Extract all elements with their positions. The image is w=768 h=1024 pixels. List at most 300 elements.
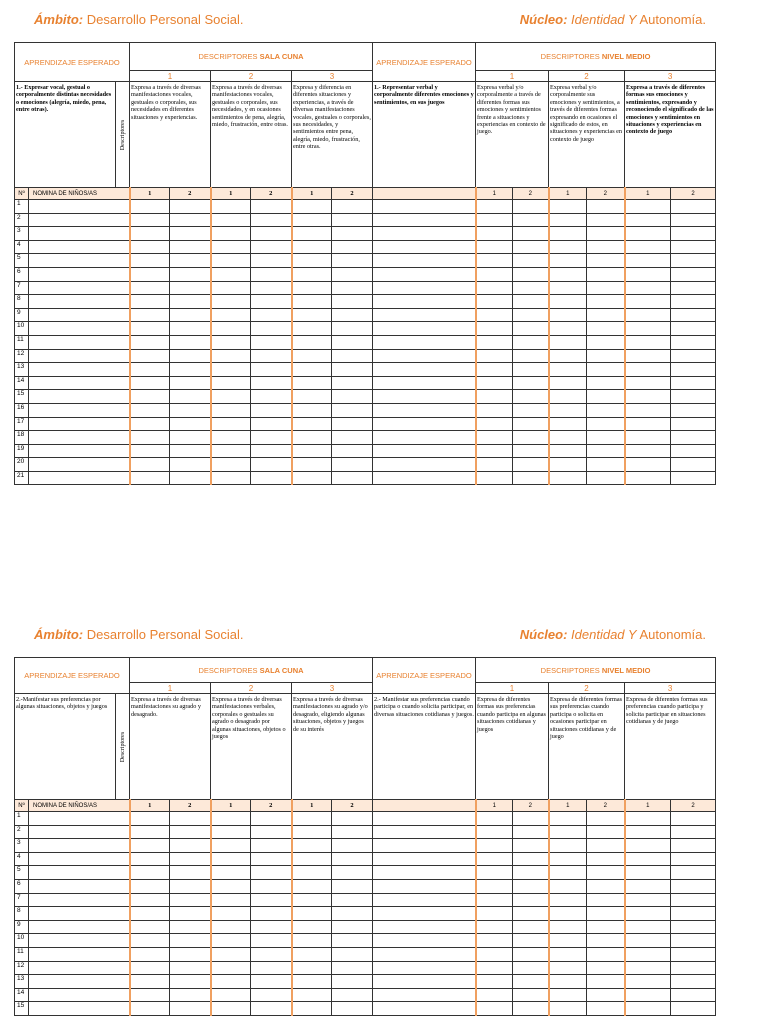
score-cell[interactable]	[476, 988, 513, 1002]
score-cell[interactable]	[549, 444, 587, 458]
score-cell[interactable]	[211, 349, 251, 363]
score-cell[interactable]	[211, 947, 251, 961]
score-cell[interactable]	[251, 376, 292, 390]
score-cell[interactable]	[211, 975, 251, 989]
score-cell[interactable]	[476, 934, 513, 948]
score-cell[interactable]	[587, 417, 625, 431]
score-cell[interactable]	[130, 947, 170, 961]
score-cell[interactable]	[332, 349, 373, 363]
score-cell[interactable]	[513, 213, 549, 227]
score-cell[interactable]	[292, 322, 332, 336]
score-cell[interactable]	[549, 267, 587, 281]
score-cell[interactable]	[130, 403, 170, 417]
score-cell[interactable]	[130, 390, 170, 404]
score-cell[interactable]	[130, 200, 170, 214]
score-cell[interactable]	[292, 281, 332, 295]
score-cell[interactable]	[251, 934, 292, 948]
student-name-cell[interactable]	[29, 947, 130, 961]
score-cell[interactable]	[130, 322, 170, 336]
score-cell[interactable]	[251, 907, 292, 921]
blank-cell[interactable]	[373, 879, 476, 893]
score-cell[interactable]	[211, 839, 251, 853]
score-cell[interactable]	[587, 227, 625, 241]
score-cell[interactable]	[211, 213, 251, 227]
student-name-cell[interactable]	[29, 200, 130, 214]
score-cell[interactable]	[625, 281, 671, 295]
score-cell[interactable]	[476, 349, 513, 363]
score-cell[interactable]	[251, 200, 292, 214]
score-cell[interactable]	[130, 335, 170, 349]
score-cell[interactable]	[671, 281, 716, 295]
score-cell[interactable]	[130, 213, 170, 227]
student-name-cell[interactable]	[29, 839, 130, 853]
score-cell[interactable]	[625, 879, 671, 893]
score-cell[interactable]	[170, 920, 211, 934]
score-cell[interactable]	[549, 961, 587, 975]
score-cell[interactable]	[332, 431, 373, 445]
score-cell[interactable]	[332, 975, 373, 989]
student-name-cell[interactable]	[29, 308, 130, 322]
blank-cell[interactable]	[373, 349, 476, 363]
student-name-cell[interactable]	[29, 281, 130, 295]
score-cell[interactable]	[292, 431, 332, 445]
score-cell[interactable]	[625, 390, 671, 404]
score-cell[interactable]	[625, 403, 671, 417]
blank-cell[interactable]	[373, 988, 476, 1002]
student-name-cell[interactable]	[29, 471, 130, 485]
score-cell[interactable]	[130, 812, 170, 826]
score-cell[interactable]	[332, 866, 373, 880]
score-cell[interactable]	[170, 812, 211, 826]
score-cell[interactable]	[549, 295, 587, 309]
score-cell[interactable]	[130, 417, 170, 431]
score-cell[interactable]	[211, 335, 251, 349]
score-cell[interactable]	[476, 920, 513, 934]
score-cell[interactable]	[587, 852, 625, 866]
score-cell[interactable]	[549, 866, 587, 880]
score-cell[interactable]	[292, 920, 332, 934]
student-name-cell[interactable]	[29, 349, 130, 363]
score-cell[interactable]	[292, 363, 332, 377]
score-cell[interactable]	[130, 240, 170, 254]
score-cell[interactable]	[332, 444, 373, 458]
blank-cell[interactable]	[373, 812, 476, 826]
score-cell[interactable]	[332, 363, 373, 377]
score-cell[interactable]	[332, 812, 373, 826]
student-name-cell[interactable]	[29, 431, 130, 445]
student-name-cell[interactable]	[29, 879, 130, 893]
score-cell[interactable]	[625, 240, 671, 254]
score-cell[interactable]	[211, 907, 251, 921]
score-cell[interactable]	[513, 866, 549, 880]
score-cell[interactable]	[671, 431, 716, 445]
score-cell[interactable]	[292, 349, 332, 363]
score-cell[interactable]	[211, 308, 251, 322]
score-cell[interactable]	[671, 852, 716, 866]
score-cell[interactable]	[251, 866, 292, 880]
score-cell[interactable]	[170, 961, 211, 975]
blank-cell[interactable]	[373, 213, 476, 227]
score-cell[interactable]	[587, 458, 625, 472]
blank-cell[interactable]	[373, 295, 476, 309]
score-cell[interactable]	[130, 308, 170, 322]
score-cell[interactable]	[292, 335, 332, 349]
score-cell[interactable]	[251, 444, 292, 458]
score-cell[interactable]	[211, 403, 251, 417]
score-cell[interactable]	[251, 975, 292, 989]
score-cell[interactable]	[251, 227, 292, 241]
blank-cell[interactable]	[373, 893, 476, 907]
blank-cell[interactable]	[373, 961, 476, 975]
score-cell[interactable]	[587, 444, 625, 458]
score-cell[interactable]	[332, 295, 373, 309]
score-cell[interactable]	[476, 907, 513, 921]
score-cell[interactable]	[332, 879, 373, 893]
score-cell[interactable]	[587, 893, 625, 907]
score-cell[interactable]	[476, 281, 513, 295]
score-cell[interactable]	[332, 267, 373, 281]
score-cell[interactable]	[292, 907, 332, 921]
score-cell[interactable]	[587, 349, 625, 363]
score-cell[interactable]	[130, 825, 170, 839]
score-cell[interactable]	[625, 812, 671, 826]
score-cell[interactable]	[476, 335, 513, 349]
score-cell[interactable]	[332, 907, 373, 921]
score-cell[interactable]	[476, 240, 513, 254]
blank-cell[interactable]	[373, 934, 476, 948]
score-cell[interactable]	[671, 213, 716, 227]
score-cell[interactable]	[292, 893, 332, 907]
score-cell[interactable]	[671, 390, 716, 404]
score-cell[interactable]	[549, 975, 587, 989]
blank-cell[interactable]	[373, 335, 476, 349]
score-cell[interactable]	[549, 907, 587, 921]
score-cell[interactable]	[170, 200, 211, 214]
score-cell[interactable]	[587, 376, 625, 390]
score-cell[interactable]	[587, 947, 625, 961]
score-cell[interactable]	[587, 471, 625, 485]
score-cell[interactable]	[513, 947, 549, 961]
score-cell[interactable]	[170, 988, 211, 1002]
score-cell[interactable]	[513, 349, 549, 363]
score-cell[interactable]	[549, 308, 587, 322]
score-cell[interactable]	[251, 852, 292, 866]
score-cell[interactable]	[130, 349, 170, 363]
score-cell[interactable]	[292, 267, 332, 281]
score-cell[interactable]	[130, 961, 170, 975]
student-name-cell[interactable]	[29, 920, 130, 934]
score-cell[interactable]	[130, 934, 170, 948]
score-cell[interactable]	[625, 335, 671, 349]
student-name-cell[interactable]	[29, 254, 130, 268]
student-name-cell[interactable]	[29, 812, 130, 826]
score-cell[interactable]	[549, 213, 587, 227]
score-cell[interactable]	[292, 444, 332, 458]
score-cell[interactable]	[130, 444, 170, 458]
score-cell[interactable]	[671, 349, 716, 363]
score-cell[interactable]	[625, 975, 671, 989]
blank-cell[interactable]	[373, 907, 476, 921]
score-cell[interactable]	[625, 825, 671, 839]
score-cell[interactable]	[292, 471, 332, 485]
score-cell[interactable]	[476, 200, 513, 214]
score-cell[interactable]	[587, 975, 625, 989]
blank-cell[interactable]	[373, 444, 476, 458]
score-cell[interactable]	[625, 444, 671, 458]
score-cell[interactable]	[211, 920, 251, 934]
student-name-cell[interactable]	[29, 444, 130, 458]
score-cell[interactable]	[170, 907, 211, 921]
score-cell[interactable]	[549, 934, 587, 948]
score-cell[interactable]	[476, 1002, 513, 1016]
score-cell[interactable]	[671, 825, 716, 839]
student-name-cell[interactable]	[29, 458, 130, 472]
score-cell[interactable]	[170, 852, 211, 866]
score-cell[interactable]	[130, 254, 170, 268]
score-cell[interactable]	[292, 376, 332, 390]
blank-cell[interactable]	[373, 376, 476, 390]
score-cell[interactable]	[549, 322, 587, 336]
score-cell[interactable]	[671, 227, 716, 241]
score-cell[interactable]	[625, 295, 671, 309]
score-cell[interactable]	[170, 308, 211, 322]
score-cell[interactable]	[513, 308, 549, 322]
blank-cell[interactable]	[373, 240, 476, 254]
score-cell[interactable]	[130, 920, 170, 934]
score-cell[interactable]	[513, 975, 549, 989]
student-name-cell[interactable]	[29, 961, 130, 975]
score-cell[interactable]	[587, 322, 625, 336]
score-cell[interactable]	[292, 825, 332, 839]
score-cell[interactable]	[513, 934, 549, 948]
score-cell[interactable]	[292, 934, 332, 948]
score-cell[interactable]	[587, 934, 625, 948]
score-cell[interactable]	[587, 825, 625, 839]
score-cell[interactable]	[625, 458, 671, 472]
score-cell[interactable]	[170, 403, 211, 417]
score-cell[interactable]	[332, 308, 373, 322]
score-cell[interactable]	[587, 839, 625, 853]
score-cell[interactable]	[332, 322, 373, 336]
student-name-cell[interactable]	[29, 213, 130, 227]
blank-cell[interactable]	[373, 471, 476, 485]
score-cell[interactable]	[211, 852, 251, 866]
score-cell[interactable]	[549, 471, 587, 485]
score-cell[interactable]	[549, 812, 587, 826]
score-cell[interactable]	[130, 431, 170, 445]
score-cell[interactable]	[671, 322, 716, 336]
score-cell[interactable]	[513, 893, 549, 907]
score-cell[interactable]	[170, 267, 211, 281]
student-name-cell[interactable]	[29, 390, 130, 404]
score-cell[interactable]	[476, 825, 513, 839]
score-cell[interactable]	[332, 254, 373, 268]
score-cell[interactable]	[332, 934, 373, 948]
score-cell[interactable]	[292, 458, 332, 472]
score-cell[interactable]	[671, 961, 716, 975]
score-cell[interactable]	[332, 458, 373, 472]
score-cell[interactable]	[513, 1002, 549, 1016]
score-cell[interactable]	[476, 961, 513, 975]
score-cell[interactable]	[292, 254, 332, 268]
score-cell[interactable]	[513, 988, 549, 1002]
score-cell[interactable]	[170, 893, 211, 907]
score-cell[interactable]	[587, 1002, 625, 1016]
blank-cell[interactable]	[373, 363, 476, 377]
score-cell[interactable]	[476, 308, 513, 322]
score-cell[interactable]	[211, 471, 251, 485]
score-cell[interactable]	[513, 267, 549, 281]
score-cell[interactable]	[332, 390, 373, 404]
student-name-cell[interactable]	[29, 363, 130, 377]
score-cell[interactable]	[170, 281, 211, 295]
score-cell[interactable]	[332, 920, 373, 934]
score-cell[interactable]	[549, 335, 587, 349]
score-cell[interactable]	[587, 961, 625, 975]
score-cell[interactable]	[513, 403, 549, 417]
blank-cell[interactable]	[373, 866, 476, 880]
score-cell[interactable]	[130, 839, 170, 853]
score-cell[interactable]	[251, 988, 292, 1002]
score-cell[interactable]	[513, 879, 549, 893]
score-cell[interactable]	[211, 267, 251, 281]
student-name-cell[interactable]	[29, 295, 130, 309]
blank-cell[interactable]	[373, 852, 476, 866]
student-name-cell[interactable]	[29, 417, 130, 431]
student-name-cell[interactable]	[29, 335, 130, 349]
score-cell[interactable]	[130, 376, 170, 390]
score-cell[interactable]	[292, 227, 332, 241]
student-name-cell[interactable]	[29, 227, 130, 241]
score-cell[interactable]	[292, 947, 332, 961]
score-cell[interactable]	[587, 335, 625, 349]
score-cell[interactable]	[587, 308, 625, 322]
score-cell[interactable]	[671, 988, 716, 1002]
score-cell[interactable]	[549, 200, 587, 214]
score-cell[interactable]	[671, 295, 716, 309]
score-cell[interactable]	[292, 812, 332, 826]
score-cell[interactable]	[513, 907, 549, 921]
score-cell[interactable]	[130, 227, 170, 241]
score-cell[interactable]	[513, 458, 549, 472]
score-cell[interactable]	[549, 240, 587, 254]
score-cell[interactable]	[671, 335, 716, 349]
score-cell[interactable]	[170, 934, 211, 948]
score-cell[interactable]	[587, 920, 625, 934]
student-name-cell[interactable]	[29, 322, 130, 336]
blank-cell[interactable]	[373, 417, 476, 431]
score-cell[interactable]	[170, 363, 211, 377]
score-cell[interactable]	[625, 267, 671, 281]
score-cell[interactable]	[251, 403, 292, 417]
score-cell[interactable]	[170, 947, 211, 961]
student-name-cell[interactable]	[29, 934, 130, 948]
score-cell[interactable]	[292, 213, 332, 227]
score-cell[interactable]	[170, 839, 211, 853]
score-cell[interactable]	[251, 349, 292, 363]
score-cell[interactable]	[476, 879, 513, 893]
score-cell[interactable]	[170, 471, 211, 485]
score-cell[interactable]	[587, 240, 625, 254]
score-cell[interactable]	[625, 907, 671, 921]
score-cell[interactable]	[671, 975, 716, 989]
score-cell[interactable]	[130, 879, 170, 893]
score-cell[interactable]	[332, 825, 373, 839]
score-cell[interactable]	[292, 308, 332, 322]
score-cell[interactable]	[332, 200, 373, 214]
blank-cell[interactable]	[373, 920, 476, 934]
score-cell[interactable]	[251, 295, 292, 309]
score-cell[interactable]	[130, 1002, 170, 1016]
score-cell[interactable]	[130, 975, 170, 989]
score-cell[interactable]	[625, 1002, 671, 1016]
score-cell[interactable]	[211, 322, 251, 336]
blank-cell[interactable]	[373, 254, 476, 268]
score-cell[interactable]	[671, 893, 716, 907]
score-cell[interactable]	[671, 458, 716, 472]
score-cell[interactable]	[170, 444, 211, 458]
blank-cell[interactable]	[373, 308, 476, 322]
score-cell[interactable]	[625, 934, 671, 948]
score-cell[interactable]	[211, 961, 251, 975]
score-cell[interactable]	[671, 1002, 716, 1016]
score-cell[interactable]	[476, 390, 513, 404]
score-cell[interactable]	[251, 471, 292, 485]
score-cell[interactable]	[130, 852, 170, 866]
score-cell[interactable]	[170, 295, 211, 309]
score-cell[interactable]	[292, 839, 332, 853]
score-cell[interactable]	[549, 458, 587, 472]
score-cell[interactable]	[251, 254, 292, 268]
score-cell[interactable]	[513, 335, 549, 349]
score-cell[interactable]	[671, 403, 716, 417]
score-cell[interactable]	[332, 839, 373, 853]
score-cell[interactable]	[671, 267, 716, 281]
score-cell[interactable]	[549, 281, 587, 295]
score-cell[interactable]	[476, 295, 513, 309]
blank-cell[interactable]	[373, 281, 476, 295]
score-cell[interactable]	[130, 907, 170, 921]
score-cell[interactable]	[332, 1002, 373, 1016]
score-cell[interactable]	[476, 866, 513, 880]
score-cell[interactable]	[332, 852, 373, 866]
score-cell[interactable]	[625, 322, 671, 336]
score-cell[interactable]	[211, 444, 251, 458]
score-cell[interactable]	[170, 240, 211, 254]
score-cell[interactable]	[292, 852, 332, 866]
score-cell[interactable]	[211, 1002, 251, 1016]
blank-cell[interactable]	[373, 825, 476, 839]
score-cell[interactable]	[251, 335, 292, 349]
score-cell[interactable]	[587, 403, 625, 417]
score-cell[interactable]	[513, 363, 549, 377]
score-cell[interactable]	[332, 335, 373, 349]
score-cell[interactable]	[587, 390, 625, 404]
score-cell[interactable]	[332, 403, 373, 417]
student-name-cell[interactable]	[29, 240, 130, 254]
score-cell[interactable]	[170, 390, 211, 404]
score-cell[interactable]	[671, 947, 716, 961]
score-cell[interactable]	[625, 363, 671, 377]
score-cell[interactable]	[587, 200, 625, 214]
score-cell[interactable]	[292, 961, 332, 975]
score-cell[interactable]	[130, 988, 170, 1002]
score-cell[interactable]	[513, 417, 549, 431]
score-cell[interactable]	[549, 431, 587, 445]
score-cell[interactable]	[476, 213, 513, 227]
score-cell[interactable]	[671, 376, 716, 390]
score-cell[interactable]	[625, 893, 671, 907]
